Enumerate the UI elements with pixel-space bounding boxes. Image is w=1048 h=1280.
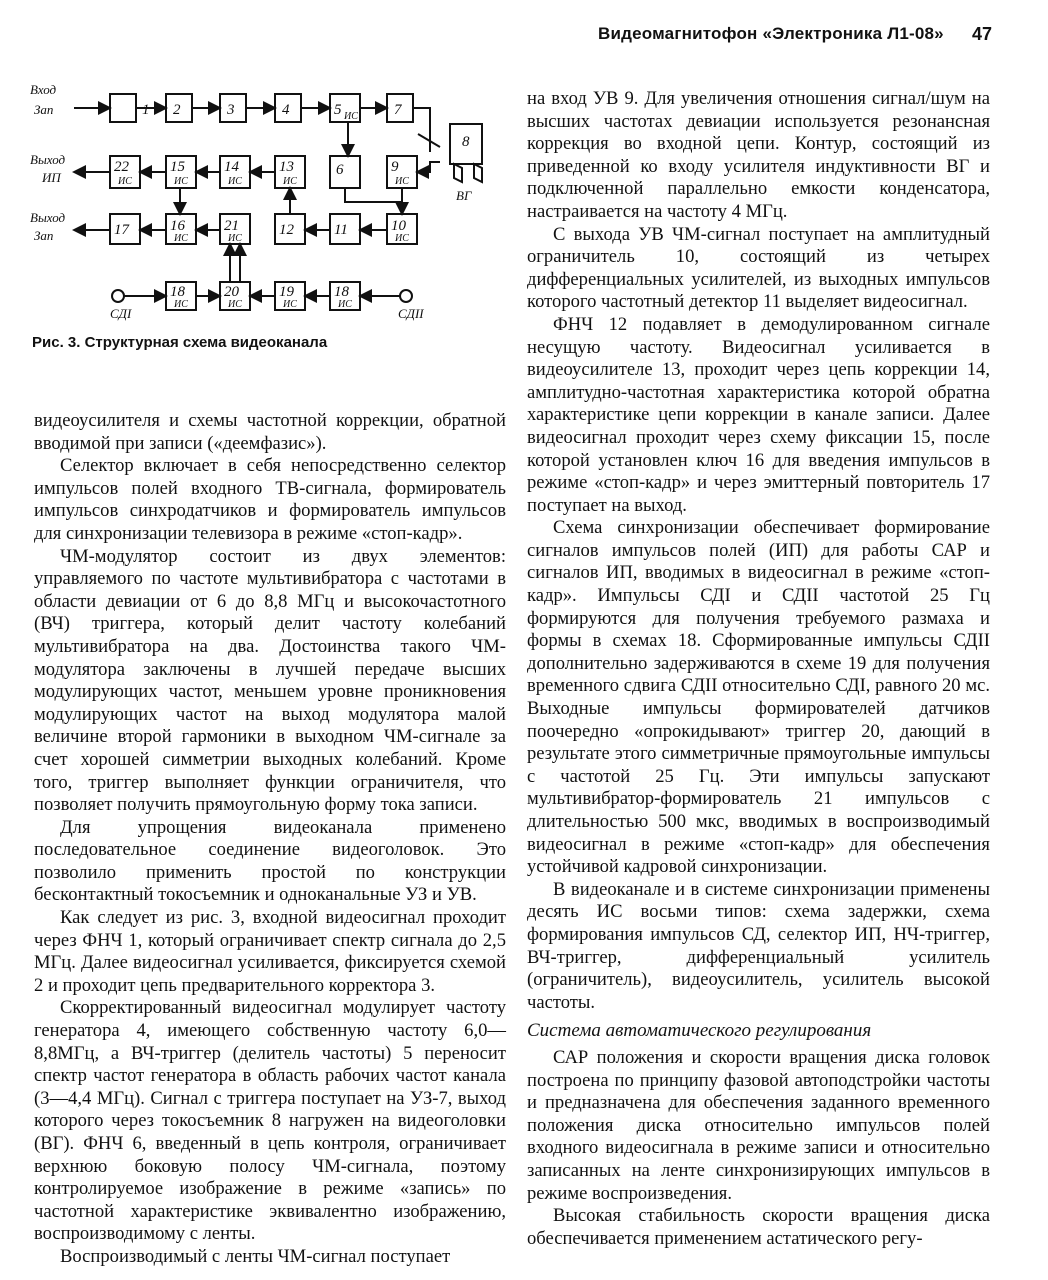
svg-text:14: 14 xyxy=(224,159,239,175)
sd2-label: СДII xyxy=(398,306,424,321)
svg-text:6: 6 xyxy=(336,162,344,178)
section-heading: Система автоматического регулирования xyxy=(527,1020,872,1042)
paragraph: Воспроизводимый с ленты ЧМ-сигнал поступает xyxy=(60,1245,451,1267)
paragraph: Как следует из рис. 3, входной видеосигнал проходит через ФНЧ 1, который ограничивает спектр сигнала до 2,5 МГц. Далее видеосигнал усиливается, фиксируется схемой 2 и проходит цепь предварительного корректора 3. xyxy=(34,907,506,996)
output-label-bottom: ИП xyxy=(42,170,61,185)
input-label-top: Вход xyxy=(30,82,57,97)
output-label-top: Выход xyxy=(30,152,66,167)
paragraph: видеоусилителя и схемы частотной коррекции, обратной вводимой при записи («деемфазис»). xyxy=(34,410,506,454)
svg-text:ИС: ИС xyxy=(395,176,409,187)
svg-text:8: 8 xyxy=(462,134,470,150)
block-6 xyxy=(330,156,360,188)
svg-text:ИС: ИС xyxy=(118,176,132,187)
svg-text:ИС: ИС xyxy=(395,233,409,244)
svg-text:22: 22 xyxy=(114,159,129,175)
svg-text:10: 10 xyxy=(391,218,406,234)
svg-text:18: 18 xyxy=(334,284,349,300)
sd1-label: СДI xyxy=(110,306,132,321)
svg-text:ИС: ИС xyxy=(228,299,242,310)
paragraph: на вход УВ 9. Для увеличения отношения сигнал/шум на высших частотах девиации используется резонансная коррекция во входной цепи. Контур, состоящий из приведенной ко входу усилителя индуктивности ВГ и подключенной параллельно емкости конденсатора, настраивается на частоту 4 МГц. xyxy=(527,88,990,222)
svg-text:21: 21 xyxy=(224,218,239,234)
svg-text:5: 5 xyxy=(334,102,342,118)
svg-text:16: 16 xyxy=(170,218,185,234)
paragraph: САР положения и скорости вращения диска головок построена по принципу фазовой автоподстройки частоты и предназначена для обеспечения заданного временного положения диска относительно импульсов полей входного видеосигнала в режиме записи и относительно записанных на ленте синхронизирующих импульсов в режиме воспроизведения. xyxy=(527,1046,990,1204)
svg-text:ИС: ИС xyxy=(283,299,297,310)
svg-text:2: 2 xyxy=(173,102,181,118)
svg-text:19: 19 xyxy=(279,284,294,300)
paragraph: Для упрощения видеоканала применено последовательное соединение видеоголовок. Это позволило применить простой по конструкции бесконтактный токосъемник и одноканальные УЗ и УВ. xyxy=(34,816,506,906)
svg-text:17: 17 xyxy=(114,222,129,238)
svg-text:ИС: ИС xyxy=(283,176,297,187)
svg-text:3: 3 xyxy=(227,102,235,118)
running-header xyxy=(520,24,1020,54)
running-title: Видеомагнитофон «Электроника Л1-08» xyxy=(598,24,944,43)
block-diagram-svg xyxy=(30,62,500,332)
svg-text:ИС: ИС xyxy=(338,299,352,310)
right-column xyxy=(527,88,990,1250)
paragraph: Схема синхронизации обеспечивает формирование сигналов импульсов полей (ИП) для работы САР и сигналов ИП, вводимых в видеосигнал в режиме «стоп-кадр». Импульсы СДI и СДII частотой 25 Гц формируются для получения требуемого размаха и формы в схемах 18. Сформированные импульсы СДII дополнительно задерживаются в схеме 19 для получения временного сдвига СДII относительно СДI, равного 20 мс. Выходные импульсы формирователей датчиков поочередно «опрокидывают» триггер 20, дающий в результате этого симметричные прямоугольные импульсы с частотой 25 Гц. Эти импульсы запускают мультивибратор-формирователь 21 импульсов с длительностью 500 мкс, вводимых в воспроизводимый видеосигнал в режиме «стоп-кадр» для обеспечения устойчивой кадровой синхронизации. xyxy=(527,517,990,878)
svg-text:15: 15 xyxy=(170,159,185,175)
svg-text:12: 12 xyxy=(279,222,294,238)
svg-text:20: 20 xyxy=(224,284,239,300)
svg-text:ИС: ИС xyxy=(228,176,242,187)
paragraph: Скорректированный видеосигнал модулирует частоту генератора 4, имеющего собственную частоту 6,0—8,8МГц, а ВЧ-триггер (делитель частоты) 5 переносит спектр частот генератора в область рабочих частот канала (3—4,4 МГц). Сигнал с триггера поступает на УЗ-7, выход которого через токосъемник 8 нагружен на видеоголовки (ВГ). ФНЧ 6, введенный в цепь контроля, ограничивает верхнюю боковую полосу ЧМ-сигнала, поэтому контролируемое изображение в режиме «запись» по частотной характеристике эквивалентно изображению, воспроизводимому с ленты. xyxy=(34,997,506,1245)
input-label-bottom: Зап xyxy=(34,102,54,117)
figure-caption: Рис. 3. Структурная схема видеоканала xyxy=(32,334,328,351)
paragraph: Селектор включает в себя непосредственно селектор импульсов полей входного ТВ-сигнала, формирователь импульсов синхродатчиков и формирователь импульсов для синхронизации телевизора в режиме «стоп-кадр». xyxy=(34,455,506,544)
paragraph: В видеоканале и в системе синхронизации применены десять ИС восьми типов: схема задержки, схема формирования импульсов СД, селектор ИП, НЧ-триггер, ВЧ-триггер, дифференциальный усилитель (ограничитель), видеоусилитель, усилитель высокой частоты. xyxy=(527,878,990,1013)
svg-text:ИС: ИС xyxy=(174,176,188,187)
vg-label: ВГ xyxy=(456,188,472,203)
svg-text:ИС: ИС xyxy=(174,299,188,310)
block-1 xyxy=(110,94,136,122)
svg-text:4: 4 xyxy=(282,102,290,118)
left-column xyxy=(34,410,506,1269)
svg-text:ИС: ИС xyxy=(228,233,242,244)
paragraph: С выхода УВ ЧМ-сигнал поступает на амплитудный ограничитель 10, состоящий из четырех дифференциальных усилителей, из выходных импульсов которого частотный детектор 11 выделяет видеосигнал. xyxy=(527,223,990,313)
svg-text:18: 18 xyxy=(170,284,185,300)
paragraph: Высокая стабильность скорости вращения диска обеспечивается применением астатического регу- xyxy=(527,1205,990,1249)
svg-text:9: 9 xyxy=(391,159,399,175)
ic-label: ИС xyxy=(344,111,358,122)
paragraph: ЧМ-модулятор состоит из двух элементов: управляемого по частоте мультивибратора с частотами в области девиации от 6 до 8,8 МГц и высокочастотного (ВЧ) триггера, который делит частоту колебаний мультивибратора на два. Достоинства такого ЧМ-модулятора заключены в лучшей передаче высших модулирующих частот, меньшем уровне проникновения модулирующих частот на выход модулятора малой величине второй гармоники в выходном ЧМ-сигнале за счет хорошей симметрии выходных колебаний. Кроме того, триггер выполняет функции ограничителя, что позволяет получить прямоугольную форму тока записи. xyxy=(34,545,506,816)
output2-label-top: Выход xyxy=(30,210,66,225)
page-number: 47 xyxy=(971,24,992,44)
block-diagram xyxy=(30,62,500,332)
output2-label-bottom: Зап xyxy=(34,228,54,243)
svg-text:ИС: ИС xyxy=(174,233,188,244)
paragraph: ФНЧ 12 подавляет в демодулированном сигнале несущую частоту. Видеосигнал усиливается в видеоусилителе 13, проходит через цепь коррекции 14, амплитудно-частотная характеристика которой обратна характеристике цепи коррекции в канале записи. Далее видеосигнал проходит через схему фиксации 15, после которой установлен ключ 16 для введения импульсов в режиме «стоп-кадр» и через эмиттерный повторитель 17 поступает на выход. xyxy=(527,313,990,516)
svg-text:13: 13 xyxy=(279,159,294,175)
svg-text:11: 11 xyxy=(334,222,348,238)
svg-text:7: 7 xyxy=(394,102,402,118)
svg-text:1: 1 xyxy=(142,102,150,118)
